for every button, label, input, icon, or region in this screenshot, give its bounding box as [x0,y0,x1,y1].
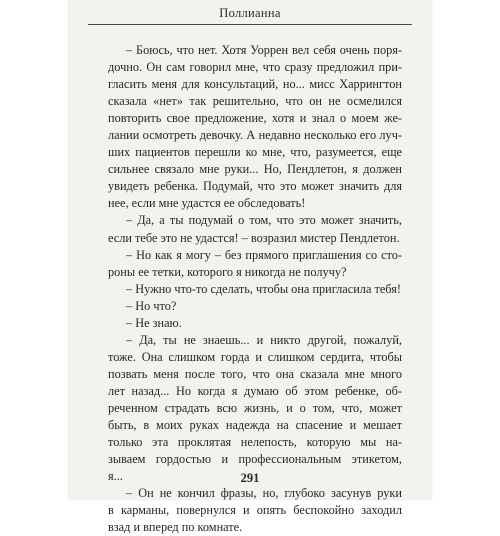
text-line: – Да, а ты подумай о том, что это может значить, [126,213,402,228]
page-number: 291 [240,471,260,485]
text-line: увидеть ребенка. Подумай, что это может значить для [108,179,402,194]
text-line: только эта проклятая нелепость, которую мы на- [108,435,402,450]
body-text [108,42,402,536]
text-line: ших пациентов перешли ко мне, что, разумеется, еще [108,145,402,160]
header-rule [88,24,412,25]
text-line: тоже. Она слишком горда и слишком сердита, чтобы [108,349,402,364]
text-line: дочно. Он сам говорил мне, что сразу предложил при- [108,60,402,75]
text-line: сказала «нет» так решительно, что он не осмелился [108,94,402,109]
book-page [68,0,432,535]
text-line: – Но что? [126,298,177,313]
text-line: гласить меня для консультаций, но... мисс Харрингтон [108,77,402,92]
text-line: – Да, ты не знаешь... и никто другой, пожалуй, [126,332,402,347]
text-line: нее, если мне удастся ее обследовать! [108,196,306,211]
text-line: – Но как я могу – без прямого приглашения со сто- [126,247,402,262]
text-line: зываем гордостью и профессиональным этикетом, [108,452,402,467]
text-line: сильнее связало мне руки... Но, Пендлетон, я должен [108,162,402,177]
text-line: реченном страдать всю жизнь, и о том, что, может [108,400,402,415]
text-line: я... [108,469,123,484]
text-line: позвать меня после того, что она сказала мне много [108,366,402,381]
text-line: взад и вперед по комнате. [108,520,243,535]
text-line: роны ее тетки, которого я никогда не получу? [108,264,347,279]
text-line: если тебе это не удастся! – возразил мистер Пендлетон. [108,230,400,245]
text-line: – Нужно что-то сделать, чтобы она пригласила тебя! [126,281,402,296]
running-head: Поллианна [219,6,281,20]
text-line: лании осмотреть девочку. А недавно несколько его луч- [108,128,402,143]
text-line: – Он не кончил фразы, но, глубоко засунув руки [126,486,402,501]
text-line: повторить свое предложение, хотя и знал о моем же- [108,111,402,126]
text-line: – Боюсь, что нет. Хотя Уоррен вел себя очень поря- [126,43,402,57]
text-line: лет назад... Но когда я думаю об этом ребенке, об- [108,383,402,398]
text-line: быть, в моих руках надежда на спасение и мешает [108,418,402,433]
text-line: – Не знаю. [126,315,182,330]
text-line: в карманы, повернулся и опять беспокойно заходил [108,503,402,518]
